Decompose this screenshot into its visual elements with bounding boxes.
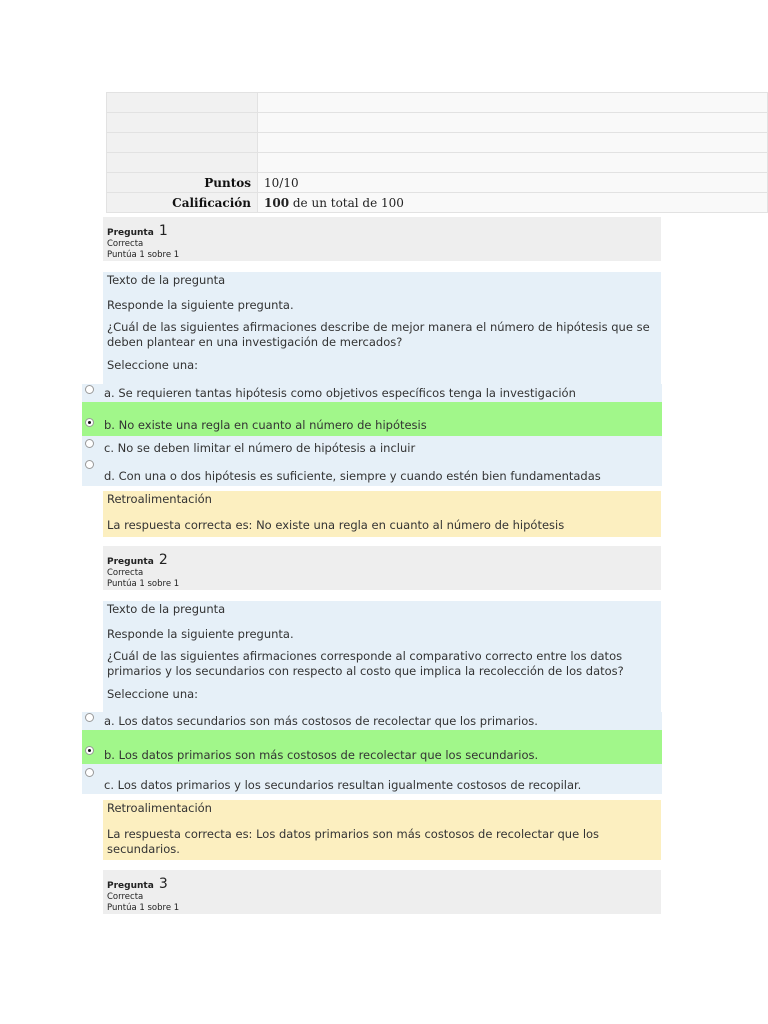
answer-option-a[interactable] (82, 712, 662, 730)
question-label: Pregunta (107, 881, 154, 891)
feedback-text: La respuesta correcta es: No existe una regla en cuanto al número de hipótesis (107, 518, 565, 532)
answer-option-c[interactable] (82, 436, 662, 458)
summary-row (107, 113, 768, 133)
radio-unchecked-icon[interactable] (85, 713, 94, 722)
grade-total: de un total de 100 (289, 195, 404, 210)
summary-key (107, 153, 258, 173)
question-score: Puntúa 1 sobre 1 (107, 250, 180, 260)
summary-value (258, 193, 768, 213)
question-status: Correcta (107, 239, 144, 249)
option-label: c. No se deben limitar el número de hipótesis a incluir (104, 441, 416, 455)
question-instruction: Responde la siguiente pregunta. (107, 627, 294, 641)
summary-row (107, 133, 768, 153)
select-prompt: Seleccione una: (107, 687, 199, 701)
question-score: Puntúa 1 sobre 1 (107, 579, 180, 589)
question-number: 3 (158, 876, 168, 892)
summary-key: Calificación (107, 193, 258, 213)
summary-row (107, 93, 768, 113)
summary-row-puntos (107, 173, 768, 193)
radio-checked-icon[interactable] (85, 746, 94, 755)
summary-key (107, 133, 258, 153)
radio-unchecked-icon[interactable] (85, 460, 94, 469)
question-2-feedback (103, 800, 661, 860)
grade-value: 100 (264, 195, 290, 210)
question-1-feedback (103, 491, 661, 537)
question-status: Correcta (107, 568, 144, 578)
feedback-heading: Retroalimentación (107, 492, 212, 506)
answer-option-d[interactable] (82, 458, 662, 486)
question-number: 1 (158, 223, 168, 239)
answer-option-b-selected[interactable] (82, 730, 662, 764)
summary-value (258, 133, 768, 153)
summary-value: 10/10 (258, 173, 768, 193)
question-label: Pregunta (107, 228, 154, 238)
question-score: Puntúa 1 sobre 1 (107, 903, 180, 913)
question-text-heading: Texto de la pregunta (107, 602, 226, 616)
radio-unchecked-icon[interactable] (85, 768, 94, 777)
summary-value (258, 153, 768, 173)
summary-key (107, 113, 258, 133)
question-instruction: Responde la siguiente pregunta. (107, 298, 294, 312)
answer-option-a[interactable] (82, 384, 662, 402)
summary-value (258, 93, 768, 113)
option-label: b. No existe una regla en cuanto al número de hipótesis (104, 418, 427, 432)
option-label: a. Se requieren tantas hipótesis como objetivos específicos tenga la investigación (104, 386, 576, 400)
summary-key: Puntos (107, 173, 258, 193)
option-label: b. Los datos primarios son más costosos de recolectar que los secundarios. (104, 748, 539, 762)
question-3-header (103, 870, 661, 914)
radio-checked-icon[interactable] (85, 418, 94, 427)
question-1-header (103, 217, 661, 261)
summary-row (107, 153, 768, 173)
answer-option-c[interactable] (82, 764, 662, 794)
select-prompt: Seleccione una: (107, 358, 199, 372)
answer-option-b-selected[interactable] (82, 402, 662, 436)
summary-key (107, 93, 258, 113)
question-prompt: ¿Cuál de las siguientes afirmaciones corresponde al comparativo correcto entre los datos primarios y los secundarios con respecto al costo que implica la recolección de los datos? (107, 649, 624, 678)
question-1-content (103, 272, 661, 402)
question-status: Correcta (107, 892, 144, 902)
summary-value (258, 113, 768, 133)
radio-unchecked-icon[interactable] (85, 385, 94, 394)
question-label: Pregunta (107, 557, 154, 567)
radio-unchecked-icon[interactable] (85, 439, 94, 448)
option-label: a. Los datos secundarios son más costosos de recolectar que los primarios. (104, 714, 538, 728)
question-prompt: ¿Cuál de las siguientes afirmaciones describe de mejor manera el número de hipótesis que se deben plantear en una investigación de mercados? (107, 320, 650, 349)
attempt-summary-table (106, 92, 768, 213)
feedback-text: La respuesta correcta es: Los datos primarios son más costosos de recolectar que los secundarios. (107, 827, 600, 856)
option-label: c. Los datos primarios y los secundarios resultan igualmente costosos de recopilar. (104, 778, 582, 792)
summary-row-calificacion (107, 193, 768, 213)
question-2-header (103, 546, 661, 590)
answer-options-cd (82, 436, 662, 486)
option-label: d. Con una o dos hipótesis es suficiente, siempre y cuando estén bien fundamentadas (104, 469, 601, 483)
question-text-heading: Texto de la pregunta (107, 273, 226, 287)
question-number: 2 (158, 552, 168, 568)
feedback-heading: Retroalimentación (107, 801, 212, 815)
